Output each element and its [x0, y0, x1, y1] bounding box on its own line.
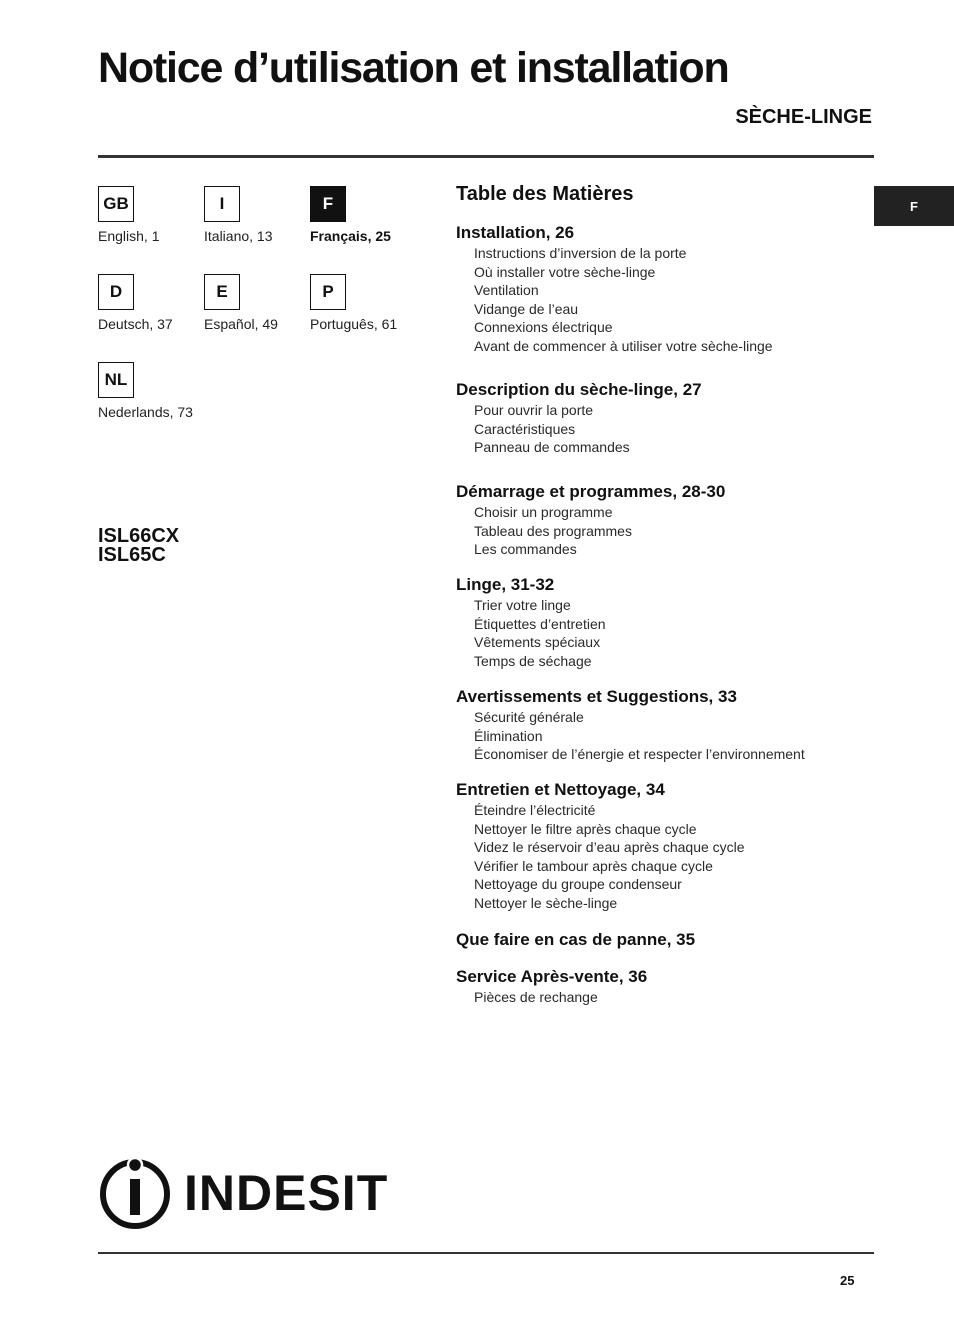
toc-heading[interactable]: Description du sèche-linge, 27: [456, 380, 702, 399]
toc-heading[interactable]: Que faire en cas de panne, 35: [456, 930, 696, 949]
indesit-logo: [98, 1155, 389, 1233]
toc-item[interactable]: Où installer votre sèche-linge: [474, 263, 656, 280]
toc-item[interactable]: Choisir un programme: [474, 504, 613, 520]
toc-item[interactable]: Éteindre l’électricité: [474, 802, 596, 818]
toc-item[interactable]: Connexions électrique: [474, 319, 613, 336]
toc-item[interactable]: Pièces de rechange: [474, 989, 598, 1005]
toc-heading[interactable]: Installation, 26: [456, 223, 575, 242]
toc-title: Table des Matières: [456, 183, 634, 205]
product-type: SÈCHE-LINGE: [735, 106, 872, 128]
toc-item[interactable]: Les commandes: [474, 541, 577, 558]
language-label: Español, 49: [204, 316, 278, 332]
toc-item[interactable]: Nettoyage du groupe condenseur: [474, 876, 682, 893]
logo-circle-icon: [98, 1155, 174, 1231]
toc-heading[interactable]: Service Après-vente, 36: [456, 967, 648, 986]
toc-section-avertissements: [456, 686, 805, 764]
toc-section-panne: [456, 929, 695, 951]
language-code-box: D: [98, 274, 134, 310]
toc-section-entretien: [456, 779, 745, 913]
toc-item[interactable]: Économiser de l’énergie et respecter l’environnement: [474, 746, 805, 763]
toc-section-service: [456, 966, 647, 1007]
toc-item[interactable]: Pour ouvrir la porte: [474, 402, 594, 418]
model-numbers: [98, 527, 179, 565]
toc-heading[interactable]: Entretien et Nettoyage, 34: [456, 780, 665, 799]
language-label: Nederlands, 73: [98, 404, 193, 420]
language-entry-d[interactable]: [98, 274, 218, 332]
toc-item[interactable]: Vidange de l’eau: [474, 300, 579, 317]
bottom-divider: [98, 1252, 874, 1254]
language-entry-f[interactable]: [310, 186, 430, 244]
toc-item[interactable]: Temps de séchage: [474, 652, 592, 669]
language-entry-p[interactable]: [310, 274, 430, 332]
toc-item[interactable]: Sécurité générale: [474, 709, 584, 725]
language-side-tab: F: [874, 186, 954, 226]
toc-item[interactable]: Élimination: [474, 727, 543, 744]
toc-item[interactable]: Vérifier le tambour après chaque cycle: [474, 857, 713, 874]
language-entry-e[interactable]: [204, 274, 324, 332]
toc-item[interactable]: Avant de commencer à utiliser votre sèche-linge: [474, 337, 773, 354]
top-divider: [98, 155, 874, 158]
toc-item[interactable]: Videz le réservoir d’eau après chaque cycle: [474, 839, 745, 856]
language-label: Deutsch, 37: [98, 316, 173, 332]
language-code-box: GB: [98, 186, 134, 222]
page-number: 25: [840, 1273, 855, 1288]
model-number: ISL66CX: [98, 525, 180, 547]
language-label: English, 1: [98, 228, 160, 244]
toc-item[interactable]: Panneau de commandes: [474, 439, 630, 456]
toc-item[interactable]: Instructions d’inversion de la porte: [474, 245, 687, 261]
toc-item[interactable]: Nettoyer le sèche-linge: [474, 894, 618, 911]
language-code-box-active: F: [310, 186, 346, 222]
toc-item[interactable]: Ventilation: [474, 282, 539, 299]
language-label-active: Français, 25: [310, 228, 391, 244]
toc-heading[interactable]: Avertissements et Suggestions, 33: [456, 687, 737, 706]
language-code-box: I: [204, 186, 240, 222]
language-code-box: E: [204, 274, 240, 310]
toc-section-demarrage: [456, 481, 725, 559]
language-code-box: P: [310, 274, 346, 310]
language-label: Português, 61: [310, 316, 398, 332]
toc-item[interactable]: Caractéristiques: [474, 420, 576, 437]
toc-section-linge: [456, 574, 606, 670]
toc-heading[interactable]: Linge, 31-32: [456, 575, 555, 594]
language-entry-nl[interactable]: [98, 362, 218, 420]
model-number: ISL65C: [98, 544, 166, 566]
toc-section-description: [456, 379, 702, 457]
language-label: Italiano, 13: [204, 228, 273, 244]
language-code-box: NL: [98, 362, 134, 398]
toc-item[interactable]: Trier votre linge: [474, 597, 571, 613]
toc-section-installation: [456, 222, 773, 356]
toc-item[interactable]: Étiquettes d’entretien: [474, 615, 606, 632]
language-entry-i[interactable]: [204, 186, 324, 244]
toc-heading[interactable]: Démarrage et programmes, 28-30: [456, 482, 726, 501]
page-title: Notice d’utilisation et installation: [98, 44, 729, 92]
toc-item[interactable]: Nettoyer le filtre après chaque cycle: [474, 820, 697, 837]
toc-item[interactable]: Tableau des programmes: [474, 522, 632, 539]
language-entry-gb[interactable]: [98, 186, 218, 244]
brand-wordmark: INDESIT: [184, 1165, 389, 1221]
toc-item[interactable]: Vêtements spéciaux: [474, 634, 601, 651]
